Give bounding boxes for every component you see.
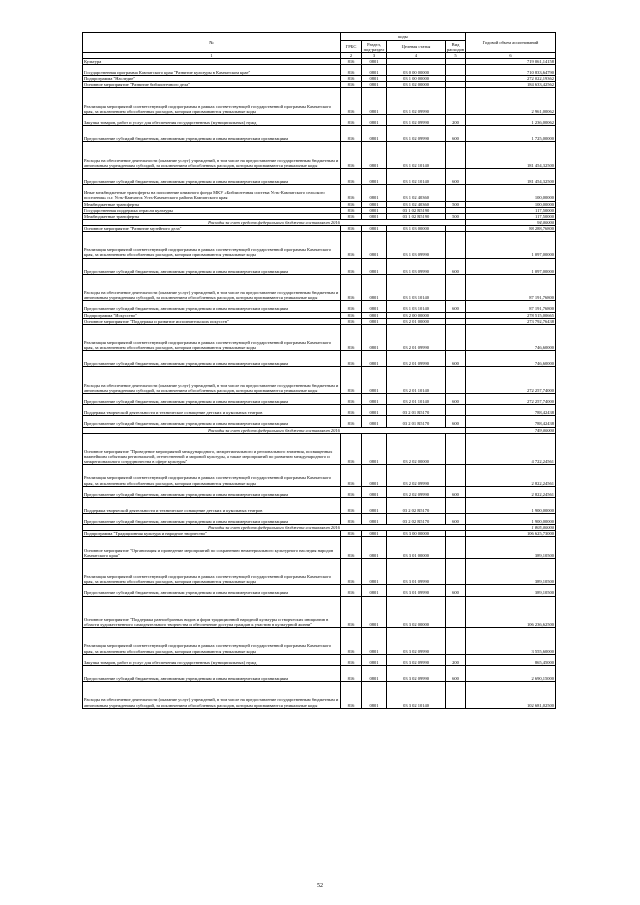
row-grbs: 816 (341, 682, 362, 709)
row-name: Предоставление субсидий бюджетным, автономным учреждениям и иным некоммерческим организациям (83, 394, 341, 405)
row-name: Предоставление субсидий бюджетным, автономным учреждениям и иным некоммерческим организациям (83, 487, 341, 498)
row-amount: 710 833,64790 (466, 65, 556, 76)
row-razdel: 0801 (362, 65, 387, 76)
row-amount: 272 022,19362 (466, 76, 556, 82)
row-grbs: 816 (341, 405, 362, 416)
row-grbs: 816 (341, 416, 362, 427)
row-amount: 181 454,32500 (466, 169, 556, 185)
row-grbs: 816 (341, 259, 362, 275)
row-grbs: 816 (341, 301, 362, 312)
row-amount: 3 555,60000 (466, 628, 556, 655)
row-name: Основное мероприятие "Развитие музейного дела" (83, 226, 341, 232)
row-grbs: 816 (341, 214, 362, 220)
row-target-article: 03 1 02 09990 (387, 115, 446, 126)
row-amount: 719 061,14158 (466, 59, 556, 65)
row-grbs: 816 (341, 142, 362, 169)
row-grbs: 816 (341, 275, 362, 302)
row-razdel: 0801 (362, 537, 387, 558)
row-name: Предоставление субсидий бюджетным, автономным учреждениям и иным некоммерческим организациям (83, 585, 341, 596)
row-grbs: 816 (341, 559, 362, 586)
row-razdel: 0801 (362, 88, 387, 115)
row-grbs: 816 (341, 232, 362, 259)
header-index-6: 6 (466, 53, 556, 59)
row-razdel: 0801 (362, 319, 387, 325)
row-target-article: 03 2 01 R5170 (387, 405, 446, 416)
row-amount: 746,60000 (466, 351, 556, 367)
row-name: Реализация мероприятий соответствующей подпрограммы в рамках соответствующей государственной программы Камчатского края, за исключением обособленных расходов, которым присваиваются уникальные коды (83, 232, 341, 259)
row-amount: 117,50000 (466, 208, 556, 214)
row-name: Реализация мероприятий соответствующей подпрограммы в рамках соответствующей государственной программы Камчатского края, за исключением обособленных расходов, которым присваиваются уникальные коды (83, 628, 341, 655)
row-expense-type (446, 232, 466, 259)
row-target-article: 03 3 00 00000 (387, 531, 446, 537)
row-grbs: 816 (341, 202, 362, 208)
header-csr: Целевая статья (387, 41, 446, 53)
row-amount: 1 097,00000 (466, 259, 556, 275)
row-razdel: 0801 (362, 559, 387, 586)
row-target-article: 03 1 03 09990 (387, 232, 446, 259)
row-razdel: 0801 (362, 325, 387, 352)
row-grbs: 816 (341, 115, 362, 126)
row-name: Реализация мероприятий соответствующей подпрограммы в рамках соответствующей государственной программы Камчатского края, за исключением обособленных расходов, которым присваиваются уникальные коды (83, 88, 341, 115)
row-razdel: 0801 (362, 682, 387, 709)
row-target-article: 03 3 02 09990 (387, 666, 446, 682)
row-name: Реализация мероприятий соответствующей подпрограммы в рамках соответствующей государственной программы Камчатского края, за исключением обособленных расходов, которым присваиваются уникальные коды (83, 325, 341, 352)
row-razdel: 0801 (362, 185, 387, 201)
row-expense-type: 600 (446, 169, 466, 185)
row-name: Предоставление субсидий бюджетным, автономным учреждениям и иным некоммерческим организациям (83, 416, 341, 427)
row-amount: 106 236,62500 (466, 597, 556, 629)
row-amount: 278 515,00665 (466, 313, 556, 319)
row-target-article: 03 1 03 10140 (387, 275, 446, 302)
row-name: Основное мероприятие "Проведение мероприятий международного, межрегионального и регионального значения, посвященных важнейшим событиям региональной, отечественной и мировой культуры, а также мероприятий по развитию международного и межрегионального сотрудничества в сфере культуры" (83, 434, 341, 466)
row-grbs: 816 (341, 319, 362, 325)
row-name: Расходы на обеспечение деятельности (оказание услуг) учреждений, в том числе на предоставление государственным бюджетным и автономным учреждениям субсидий, за исключением обособленных расходов, которым присваиваются уникальные коды (83, 142, 341, 169)
row-target-article: 03 3 01 09990 (387, 585, 446, 596)
row-name: Основное мероприятие "Организация и проведение мероприятий по сохранению нематериального культурного наследия народов Камчатского края" (83, 537, 341, 558)
row-expense-type: 200 (446, 115, 466, 126)
row-amount: 746,60000 (466, 325, 556, 352)
row-razdel: 0801 (362, 82, 387, 88)
row-expense-type (446, 405, 466, 416)
row-target-article: 03 2 01 10140 (387, 394, 446, 405)
row-expense-type: 500 (446, 214, 466, 220)
federal-budget-note: Расходы за счет средств федерального бюджета составляют 2016 (83, 428, 466, 434)
row-expense-type (446, 597, 466, 629)
row-grbs: 816 (341, 126, 362, 142)
header-index-1: 1 (83, 53, 341, 59)
row-amount: 389,10500 (466, 559, 556, 586)
row-target-article: 03 2 01 10140 (387, 367, 446, 394)
row-target-article: 03 3 01 09990 (387, 559, 446, 586)
row-razdel: 0801 (362, 351, 387, 367)
row-expense-type (446, 537, 466, 558)
row-amount: 788,42438 (466, 416, 556, 427)
federal-budget-note: Расходы за счет средств федерального бюджета составляют 2016 (83, 220, 466, 226)
row-grbs: 816 (341, 59, 362, 65)
header-razdel: Раздел, под-раздел (362, 41, 387, 53)
row-razdel: 0801 (362, 416, 387, 427)
row-target-article: 03 1 02 10140 (387, 142, 446, 169)
row-name: Предоставление субсидий бюджетным, автономным учреждениям и иным некоммерческим организациям (83, 514, 341, 525)
row-name: Закупка товаров, работ и услуг для обеспечения государственных (муниципальных) нужд (83, 655, 341, 666)
row-amount: 100,00000 (466, 202, 556, 208)
row-name: Основное мероприятие "Поддержка и развитие исполнительских искусств" (83, 319, 341, 325)
row-razdel: 0801 (362, 394, 387, 405)
row-target-article: 03 2 01 09990 (387, 351, 446, 367)
row-razdel: 0801 (362, 597, 387, 629)
row-razdel: 0801 (362, 214, 387, 220)
row-razdel: 0801 (362, 142, 387, 169)
row-razdel: 0801 (362, 655, 387, 666)
row-target-article: 03 1 03 10140 (387, 301, 446, 312)
row-grbs: 816 (341, 666, 362, 682)
row-target-article: 03 0 00 00000 (387, 65, 446, 76)
row-name: Предоставление субсидий бюджетным, автономным учреждениям и иным некоммерческим организациям (83, 351, 341, 367)
row-target-article: 03 2 02 R5170 (387, 514, 446, 525)
row-razdel: 0801 (362, 59, 387, 65)
row-razdel: 0801 (362, 76, 387, 82)
row-expense-type: 600 (446, 301, 466, 312)
row-expense-type: 600 (446, 585, 466, 596)
row-expense-type (446, 65, 466, 76)
row-name: Предоставление субсидий бюджетным, автономным учреждениям и иным некоммерческим организациям (83, 301, 341, 312)
row-name: Межбюджетные трансферты (83, 214, 341, 220)
row-expense-type: 600 (446, 487, 466, 498)
row-amount: 87 191,76800 (466, 275, 556, 302)
row-amount: 184 633,42562 (466, 82, 556, 88)
row-amount: 1 236,00062 (466, 115, 556, 126)
row-target-article: 03 1 02 09990 (387, 126, 446, 142)
row-grbs: 816 (341, 82, 362, 88)
row-amount: 100,00000 (466, 185, 556, 201)
row-amount: 87 191,76800 (466, 301, 556, 312)
row-grbs: 816 (341, 487, 362, 498)
row-amount: 102 681,02500 (466, 682, 556, 709)
row-name: Подпрограмма "Традиционная культура и народное творчество" (83, 531, 341, 537)
federal-budget-amount: 749,00000 (466, 428, 556, 434)
row-razdel: 0801 (362, 169, 387, 185)
row-name: Предоставление субсидий бюджетным, автономным учреждениям и иным некоммерческим организациям (83, 259, 341, 275)
row-grbs: 816 (341, 597, 362, 629)
row-expense-type (446, 434, 466, 466)
row-expense-type (446, 465, 466, 486)
row-razdel: 0801 (362, 405, 387, 416)
row-grbs: 816 (341, 531, 362, 537)
row-razdel: 0801 (362, 666, 387, 682)
row-name: Расходы на обеспечение деятельности (оказание услуг) учреждений, в том числе на предоставление государственным бюджетным и автономным учреждениям субсидий, за исключением обособленных расходов, которым присваиваются уникальные коды (83, 367, 341, 394)
row-target-article: 03 1 02 00000 (387, 82, 446, 88)
row-target-article: 03 1 02 10140 (387, 169, 446, 185)
row-name: Закупка товаров, работ и услуг для обеспечения государственных (муниципальных) нужд (83, 115, 341, 126)
row-target-article: 03 3 02 09990 (387, 628, 446, 655)
row-name: Расходы на обеспечение деятельности (оказание услуг) учреждений, в том числе на предоставление государственным бюджетным и автономным учреждениям субсидий, за исключением обособленных расходов, которым присваиваются уникальные коды (83, 682, 341, 709)
row-expense-type (446, 498, 466, 514)
row-name: Поддержка творческой деятельности и техническое оснащение детских и кукольных театров (83, 405, 341, 416)
row-target-article: 03 2 00 00000 (387, 313, 446, 319)
row-target-article: 03 2 02 00000 (387, 434, 446, 466)
row-name: Подпрограмма "Искусство" (83, 313, 341, 319)
row-grbs: 816 (341, 434, 362, 466)
row-target-article: 03 2 02 09990 (387, 487, 446, 498)
row-grbs: 816 (341, 537, 362, 558)
row-grbs: 816 (341, 394, 362, 405)
row-grbs: 816 (341, 655, 362, 666)
row-expense-type (446, 185, 466, 201)
row-expense-type (446, 142, 466, 169)
row-razdel: 0801 (362, 115, 387, 126)
row-grbs: 816 (341, 325, 362, 352)
federal-budget-amount: 94,00000 (466, 220, 556, 226)
row-amount: 2 822,24561 (466, 487, 556, 498)
row-expense-type: 600 (446, 126, 466, 142)
row-grbs: 816 (341, 208, 362, 214)
row-expense-type: 200 (446, 655, 466, 666)
row-amount: 88 288,76800 (466, 226, 556, 232)
row-target-article: 03 1 02 R5190 (387, 214, 446, 220)
row-amount: 106 625,73000 (466, 531, 556, 537)
row-razdel: 0801 (362, 259, 387, 275)
row-amount: 273 792,76438 (466, 319, 556, 325)
header-codes: коды (341, 33, 466, 41)
row-name: Культура (83, 59, 341, 65)
row-expense-type: 600 (446, 394, 466, 405)
row-amount: 1 097,00000 (466, 232, 556, 259)
row-name: Основное мероприятие "Поддержка разнообразных видов и форм традиционной народной культуры и творческих инициатив в области художественного самодеятельного творчества и обеспечение доступа граждан к участию в культурной жизни" (83, 597, 341, 629)
row-target-article: 03 1 02 40360 (387, 202, 446, 208)
row-amount: 2 690,15000 (466, 666, 556, 682)
row-expense-type: 600 (446, 351, 466, 367)
row-name: Предоставление субсидий бюджетным, автономным учреждениям и иным некоммерческим организациям (83, 169, 341, 185)
row-expense-type (446, 325, 466, 352)
row-name: Предоставление субсидий бюджетным, автономным учреждениям и иным некоммерческим организациям (83, 666, 341, 682)
row-grbs: 816 (341, 88, 362, 115)
row-expense-type (446, 275, 466, 302)
row-amount: 117,50000 (466, 214, 556, 220)
row-name: Иные межбюджетные трансферты на пополнение книжного фонда МКУ «Библиотечная система Усть-Камчатского сельского поселения» п.г. Усть-Камчатск Усть-Камчатского района Камчатского края (83, 185, 341, 201)
row-grbs: 816 (341, 367, 362, 394)
row-target-article: 03 3 02 10140 (387, 682, 446, 709)
row-razdel: 0801 (362, 465, 387, 486)
row-target-article: 03 1 02 40360 (387, 185, 446, 201)
row-amount: 181 454,32500 (466, 142, 556, 169)
row-razdel: 0801 (362, 367, 387, 394)
row-razdel: 0801 (362, 434, 387, 466)
row-grbs: 816 (341, 185, 362, 201)
row-expense-type: 600 (446, 259, 466, 275)
row-razdel: 0801 (362, 126, 387, 142)
row-expense-type (446, 88, 466, 115)
row-name: Подпрограмма "Наследие" (83, 76, 341, 82)
row-target-article: 03 2 01 09990 (387, 325, 446, 352)
row-razdel: 0801 (362, 313, 387, 319)
row-grbs: 816 (341, 351, 362, 367)
row-name: Расходы на обеспечение деятельности (оказание услуг) учреждений, в том числе на предоставление государственным бюджетным и автономным учреждениям субсидий, за исключением обособленных расходов, которым присваиваются уникальные коды (83, 275, 341, 302)
row-razdel: 0801 (362, 531, 387, 537)
header-index-2: 2 (341, 53, 362, 59)
row-target-article: 03 1 02 R5190 (387, 208, 446, 214)
row-target-article: 03 1 02 09990 (387, 88, 446, 115)
row-razdel: 0801 (362, 275, 387, 302)
row-amount: 1 900,00000 (466, 514, 556, 525)
row-name: Основное мероприятие "Развитие библиотечного дела" (83, 82, 341, 88)
row-grbs: 816 (341, 313, 362, 319)
row-razdel: 0801 (362, 487, 387, 498)
federal-budget-note: Расходы за счет средств федерального бюджета составляют 2016 (83, 525, 466, 531)
row-expense-type: 600 (446, 514, 466, 525)
row-target-article: 03 3 01 00000 (387, 537, 446, 558)
row-amount: 2 822,24561 (466, 465, 556, 486)
header-amount: Годовой объем ассигнований (466, 33, 556, 53)
row-target-article: 03 3 02 00000 (387, 597, 446, 629)
row-amount: 2 961,00062 (466, 88, 556, 115)
row-grbs: 816 (341, 65, 362, 76)
row-expense-type (446, 682, 466, 709)
row-amount: 389,10500 (466, 537, 556, 558)
row-target-article: 03 2 01 R5170 (387, 416, 446, 427)
header-index-3: 3 (362, 53, 387, 59)
row-amount: 389,10500 (466, 585, 556, 596)
row-amount: 1 900,00000 (466, 498, 556, 514)
row-expense-type (446, 367, 466, 394)
budget-table (82, 32, 556, 709)
row-amount: 1 725,00000 (466, 126, 556, 142)
header-grbs: ГРБС (341, 41, 362, 53)
row-name: Государственная поддержка отрасли культуры (83, 208, 341, 214)
row-name: Реализация мероприятий соответствующей подпрограммы в рамках соответствующей государственной программы Камчатского края, за исключением обособленных расходов, которым присваиваются уникальные коды (83, 559, 341, 586)
row-expense-type: 500 (446, 202, 466, 208)
row-grbs: 816 (341, 76, 362, 82)
row-razdel: 0801 (362, 226, 387, 232)
row-name: Предоставление субсидий бюджетным, автономным учреждениям и иным некоммерческим организациям (83, 126, 341, 142)
row-razdel: 0801 (362, 498, 387, 514)
row-expense-type (446, 559, 466, 586)
row-expense-type: 600 (446, 666, 466, 682)
row-grbs: 816 (341, 498, 362, 514)
row-grbs: 816 (341, 585, 362, 596)
row-grbs: 816 (341, 465, 362, 486)
row-grbs: 816 (341, 226, 362, 232)
row-amount: 272 257,74000 (466, 394, 556, 405)
row-grbs: 816 (341, 514, 362, 525)
row-razdel: 0801 (362, 301, 387, 312)
row-razdel: 0801 (362, 585, 387, 596)
row-name: Поддержка творческой деятельности и техническое оснащение детских и кукольных театров (83, 498, 341, 514)
row-razdel: 0801 (362, 208, 387, 214)
row-amount: 4 722,24561 (466, 434, 556, 466)
row-name: Межбюджетные трансферты (83, 202, 341, 208)
row-target-article: 03 1 03 00000 (387, 226, 446, 232)
row-target-article: 03 2 01 00000 (387, 319, 446, 325)
header-index-4: 4 (387, 53, 446, 59)
row-razdel: 0801 (362, 232, 387, 259)
row-razdel: 0801 (362, 202, 387, 208)
row-target-article: 03 2 02 R5170 (387, 498, 446, 514)
row-expense-type (446, 628, 466, 655)
row-razdel: 0801 (362, 628, 387, 655)
page-number: 52 (317, 883, 323, 889)
row-grbs: 816 (341, 628, 362, 655)
header-index-5: 5 (446, 53, 466, 59)
row-grbs: 816 (341, 169, 362, 185)
row-razdel: 0801 (362, 514, 387, 525)
row-amount: 865,45000 (466, 655, 556, 666)
row-target-article: 03 1 00 00000 (387, 76, 446, 82)
row-target-article: 03 1 03 09990 (387, 259, 446, 275)
header-num: № (83, 33, 341, 53)
federal-budget-amount: 1 805,00000 (466, 525, 556, 531)
row-name: Реализация мероприятий соответствующей подпрограммы в рамках соответствующей государственной программы Камчатского края, за исключением обособленных расходов, которым присваиваются уникальные коды (83, 465, 341, 486)
row-target-article: 03 2 02 09990 (387, 465, 446, 486)
row-expense-type: 600 (446, 416, 466, 427)
row-amount: 788,42438 (466, 405, 556, 416)
header-vr: Вид расходов (446, 41, 465, 52)
row-name: Государственная программа Камчатского края "Развитие культуры в Камчатском крае" (83, 65, 341, 76)
row-amount: 272 257,74000 (466, 367, 556, 394)
row-target-article: 03 3 02 09990 (387, 655, 446, 666)
